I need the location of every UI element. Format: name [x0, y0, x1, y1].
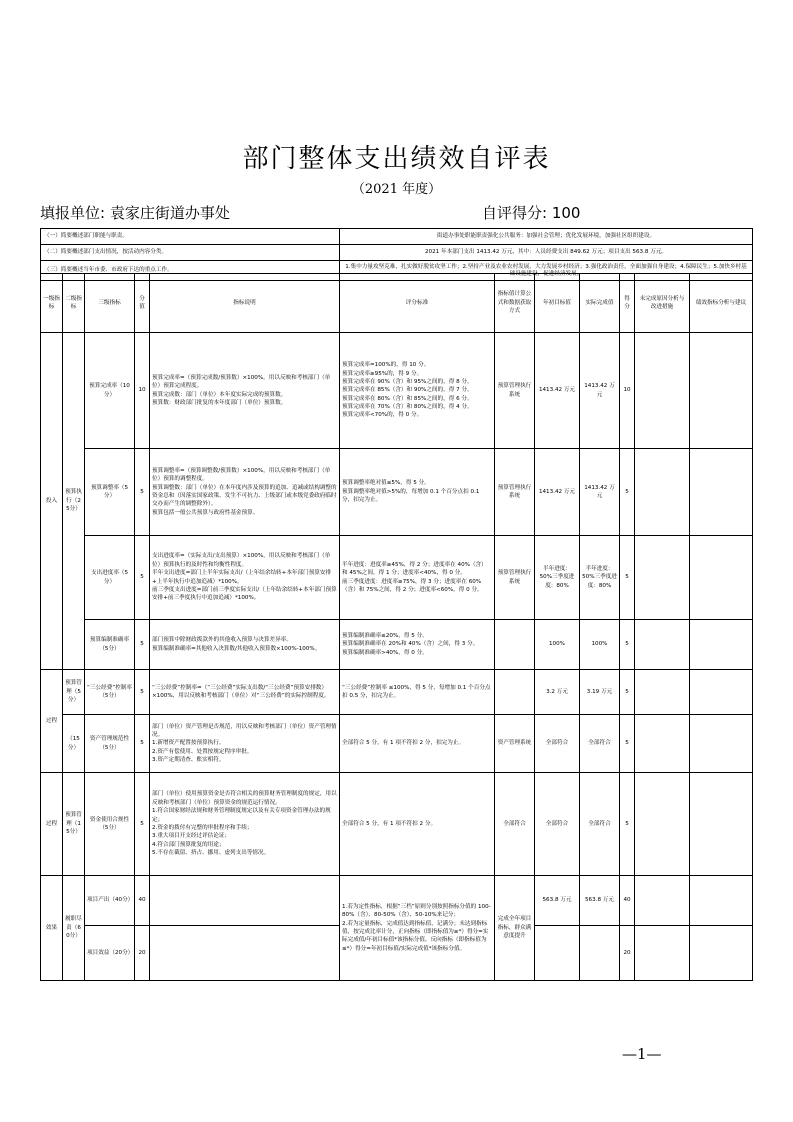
- indicator-desc: 部门（单位）资产管理是否规范，用以反映和考核部门（单位）资产管理情况。 1.新增资产配置按预算执行。 2.资产有偿使用、处置按规定程序审批。 3.资产定期清查、账实相符。: [150, 715, 340, 773]
- indicator-points: 20: [620, 926, 635, 981]
- table-row: [41, 333, 753, 449]
- indicator-name: 资金使用合规性（5分）: [85, 773, 135, 876]
- indicator-name: 资产管理规范性（5分）: [85, 715, 135, 773]
- indicator-suggest: [690, 536, 753, 620]
- overview-value: 街道办事处职能职责强化公共服务：加强社会管理；优化发展环境，加强社区组织建设。: [340, 229, 753, 245]
- indicator-desc: 部门（单位）使用预算资金是否符合相关的预算财务管理制度的规定，用以反映和考核部门（单位）预算资金的规范运行情况。 1.符合国家财经法规和财务管理制度规定以及有关专项资金管理办法的规定； 2.资金的拨付有完整的审批程序和手续； 3.重大项目开支经过评估论证； 4.符合部门预算批复的用途； 5.不存在截留、挤占、挪用、虚列支出等情况。: [150, 773, 340, 876]
- indicator-reason: [635, 670, 690, 715]
- table-row: [41, 536, 753, 620]
- indicator-target: 3.2 万元: [535, 670, 580, 715]
- indicator-source: 预算管理执行系统: [495, 536, 535, 620]
- self-score: 自评得分: 100: [482, 204, 581, 222]
- header-criteria: 评分标准: [340, 274, 495, 333]
- indicator-desc: “三公经费”控制率=（“三公经费”实际支出数/“三公经费”预算安排数）×100%，用以反映和考核部门（单位）对“三公经费”的实际控制程度。: [150, 670, 340, 715]
- indicator-actual: 100%: [580, 620, 620, 670]
- indicator-reason: [635, 926, 690, 981]
- indicator-source: 预算管理执行系统: [495, 333, 535, 449]
- overview-label: （一）简要概述部门职能与职责。: [41, 229, 340, 245]
- indicator-actual: 全部符合: [580, 773, 620, 876]
- header-points: 得分: [620, 274, 635, 333]
- header-level1: 一级指标: [41, 274, 63, 333]
- indicator-weight: 5: [135, 449, 150, 536]
- indicator-source: [495, 620, 535, 670]
- indicator-criteria: 预算完成率=100%的，得 10 分。 预算完成率≥95%的，得 9 分。 预算完成率在 90%（含）和 95%之间的，得 8 分。 预算完成率在 85%（含）和 90%之间的，得 7 分。 预算完成率在 80%（含）和 85%之间的，得 6 分。 预算完成率在 70%（含）和 80%之间的，得 4 分。 预算完成率<70%的，得 0 分。: [340, 333, 495, 449]
- page-number: —1—: [622, 1045, 662, 1063]
- group-process: 过程: [41, 670, 63, 773]
- indicator-weight: 5: [135, 715, 150, 773]
- indicator-name: 预算完成率（10分）: [85, 333, 135, 449]
- report-year: （2021 年度）: [351, 182, 442, 197]
- indicator-weight: 5: [135, 620, 150, 670]
- indicator-reason: [635, 620, 690, 670]
- indicator-points: 5: [620, 449, 635, 536]
- indicator-actual: [580, 926, 620, 981]
- overview-row: [41, 229, 753, 245]
- indicator-suggest: [690, 620, 753, 670]
- indicator-suggest: [690, 715, 753, 773]
- indicator-reason: [635, 333, 690, 449]
- indicator-points: 5: [620, 715, 635, 773]
- indicator-desc: 支出进度率=（实际支出/支出预算）×100%，用以反映和考核部门（单位）预算执行的及时性和均衡性程度。 半年支出进度=部门上半年实际支出/（上年结余结转+本年部门预算安排+上半年执行中追加追减）*100%。 前三季度支出进度=部门前三季度实际支出/（上年结余结转+本年部门预算安排+前三季度执行中追加追减）*100%。: [150, 536, 340, 620]
- group-perf: 履职尽责（60分）: [63, 876, 85, 981]
- indicator-weight: 5: [135, 773, 150, 876]
- indicator-source: 全部符合: [495, 773, 535, 876]
- header-reason: 未完成原因分析与改进措施: [635, 274, 690, 333]
- indicator-target: 全部符合: [535, 773, 580, 876]
- overview-value: 1.集中力量攻坚克难，扎实做好脱贫攻坚工作；2.坚持产业及农业农村发展，大力发展乡村经济；3.强化政治责任，全面加强自身建设；4.保障民生；5.加快乡村基础设施建设，促进经济发展。: [340, 261, 753, 281]
- indicator-suggest: [690, 876, 753, 926]
- indicator-actual: 半年进度：50%三季度进度：80%: [580, 536, 620, 620]
- indicator-reason: [635, 536, 690, 620]
- header-actual: 实际完成值: [580, 274, 620, 333]
- header-desc: 指标说明: [150, 274, 340, 333]
- indicator-actual: 3.19 万元: [580, 670, 620, 715]
- indicator-target: 全部符合: [535, 715, 580, 773]
- indicator-actual: 1413.42 万元: [580, 333, 620, 449]
- page-title: 部门整体支出绩效自评表: [242, 144, 551, 174]
- indicator-desc: [150, 926, 340, 981]
- table-row: [41, 449, 753, 536]
- perf-source: 完成全年项目指标，群众满意度提升: [495, 876, 535, 981]
- indicator-reason: [635, 876, 690, 926]
- overview-label: （二）简要概述部门支出情况，按活动内容分类。: [41, 245, 340, 261]
- overview-row: [41, 245, 753, 261]
- indicator-criteria: 预算编制准确率≤20%，得 5 分。 预算编制准确率在 20%和 40%（含）之间，得 3 分。 预算编制准确率>40%，得 0 分。: [340, 620, 495, 670]
- indicator-name: 预算调整率（5分）: [85, 449, 135, 536]
- indicator-points: 5: [620, 670, 635, 715]
- indicator-target: 563.8 万元: [535, 876, 580, 926]
- indicator-points: 10: [620, 333, 635, 449]
- group-mgmt1: 预算管理（5分）: [63, 670, 85, 715]
- perf-criteria: 1.若为定性指标，根据“三档”原则分别按照指标分值的 100-80%（含）、80-50%（含）、50-10%来记分； 2.若为定量指标，完成值达到指标值，记满分；未达到指标值，按完成比率计分，正向指标（即指标值为≥*）得分=实际完成值/年初目标值*该指标分值，反向指标（即指标值为≤*）得分=年初目标值/实际完成值*该指标分值。: [340, 876, 495, 981]
- indicator-points: 5: [620, 536, 635, 620]
- indicator-suggest: [690, 449, 753, 536]
- indicator-source: 资产管理系统: [495, 715, 535, 773]
- header-suggest: 绩效指标分析与建议: [690, 274, 753, 333]
- indicator-points: 5: [620, 773, 635, 876]
- indicator-actual: 1413.42 万元: [580, 449, 620, 536]
- indicator-weight: 20: [135, 926, 150, 981]
- indicator-source: [495, 670, 535, 715]
- indicator-reason: [635, 449, 690, 536]
- indicator-points: 5: [620, 620, 635, 670]
- overview-value: 2021 年本部门支出 1413.42 万元，其中：人员经费支出 849.62 万元；项目支出 563.8 万元。: [340, 245, 753, 261]
- indicator-target: 半年进度：50%三季度进度：80%: [535, 536, 580, 620]
- table-row: [41, 715, 753, 773]
- group-asset: （15分）: [63, 715, 85, 773]
- table-row: [41, 773, 753, 876]
- indicator-reason: [635, 715, 690, 773]
- header-weight: 分值: [135, 274, 150, 333]
- indicator-desc: 预算完成率=（预算完成数/预算数）×100%，用以反映和考核部门（单位）预算完成程度。 预算完成数：部门（单位）本年度实际完成的预算数。 预算数：财政部门批复的本年度部门（单位）预算数。: [150, 333, 340, 449]
- group-output: 效果: [41, 876, 63, 981]
- group-exec: 预算执行（25分）: [63, 333, 85, 670]
- indicator-weight: 10: [135, 333, 150, 449]
- indicator-target: 100%: [535, 620, 580, 670]
- header-level3: 三级指标: [85, 274, 135, 333]
- indicator-target: [535, 926, 580, 981]
- indicator-actual: 563.8 万元: [580, 876, 620, 926]
- indicator-suggest: [690, 670, 753, 715]
- indicator-weight: 40: [135, 876, 150, 926]
- indicator-desc: 部门预算中除财政拨款外的其他收入预算与决算差异率。 预算编制准确率=其他收入决算数/其他收入预算数×100%-100%。: [150, 620, 340, 670]
- table-row: [41, 876, 753, 926]
- indicator-desc: 预算调整率=（预算调整数/预算数）×100%，用以反映和考核部门（单位）预算的调整程度。 预算调整数：部门（单位）在本年度内涉及预算的追加、追减或结构调整的资金总和（因落实国家政策、发生不可抗力、上级部门或本级党委政府临时交办而产生的调整除外）。 预算包括一般公共预算与政府性基金预算。: [150, 449, 340, 536]
- reporting-unit: 填报单位: 袁家庄街道办事处: [40, 204, 230, 222]
- indicator-name: 项目产出（40分）: [85, 876, 135, 926]
- indicator-name: “三公经费”控制率（5分）: [85, 670, 135, 715]
- indicator-reason: [635, 773, 690, 876]
- header-target: 年初目标值: [535, 274, 580, 333]
- table-row: [41, 670, 753, 715]
- header-row: [41, 274, 753, 333]
- indicator-source: 预算管理执行系统: [495, 449, 535, 536]
- indicator-weight: 5: [135, 536, 150, 620]
- indicator-points: 40: [620, 876, 635, 926]
- header-source: 指标值计算公式和数据获取方式: [495, 274, 535, 333]
- indicator-actual: 全部符合: [580, 715, 620, 773]
- group-input: 投入: [41, 333, 63, 670]
- table-row: [41, 620, 753, 670]
- indicator-criteria: 半年进度：进度率≥45%，得 2 分；进度率在 40%（含）和 45%之间，得 1 分；进度率<40%，得 0 分。 前三季度进度：进度率≥75%，得 3 分；进度率在 60%（含）和 75%之间，得 2 分；进度率<60%，得 0 分。: [340, 536, 495, 620]
- indicator-name: 支出进度率（5分）: [85, 536, 135, 620]
- indicator-weight: 5: [135, 670, 150, 715]
- overview-label: （三）简要概述当年市委、市政府下达的重点工作。: [41, 261, 340, 281]
- header-level2: 二级指标: [63, 274, 85, 333]
- indicator-suggest: [690, 926, 753, 981]
- indicator-suggest: [690, 333, 753, 449]
- indicator-criteria: 全部符合 5 分，有 1 项不符扣 2 分。: [340, 773, 495, 876]
- indicator-criteria: 全部符合 5 分，有 1 项不符扣 2 分，扣完为止。: [340, 715, 495, 773]
- indicator-criteria: 预算调整率绝对值≤5%，得 5 分。 预算调整率绝对值>5%的，每增加 0.1 个百分点扣 0.1 分，扣完为止。: [340, 449, 495, 536]
- indicator-target: 1413.42 万元: [535, 333, 580, 449]
- indicator-table: [40, 273, 753, 981]
- indicator-target: 1413.42 万元: [535, 449, 580, 536]
- group-process2: 过程: [41, 773, 63, 876]
- indicator-suggest: [690, 773, 753, 876]
- indicator-name: 预算编制准确率（5分）: [85, 620, 135, 670]
- indicator-name: 项目效益（20分）: [85, 926, 135, 981]
- indicator-desc: [150, 876, 340, 926]
- indicator-criteria: “三公经费”控制率 ≤100%，得 5 分，每增加 0.1 个百分点扣 0.5 分，扣完为止。: [340, 670, 495, 715]
- group-mgmt2: 预算管理（15分）: [63, 773, 85, 876]
